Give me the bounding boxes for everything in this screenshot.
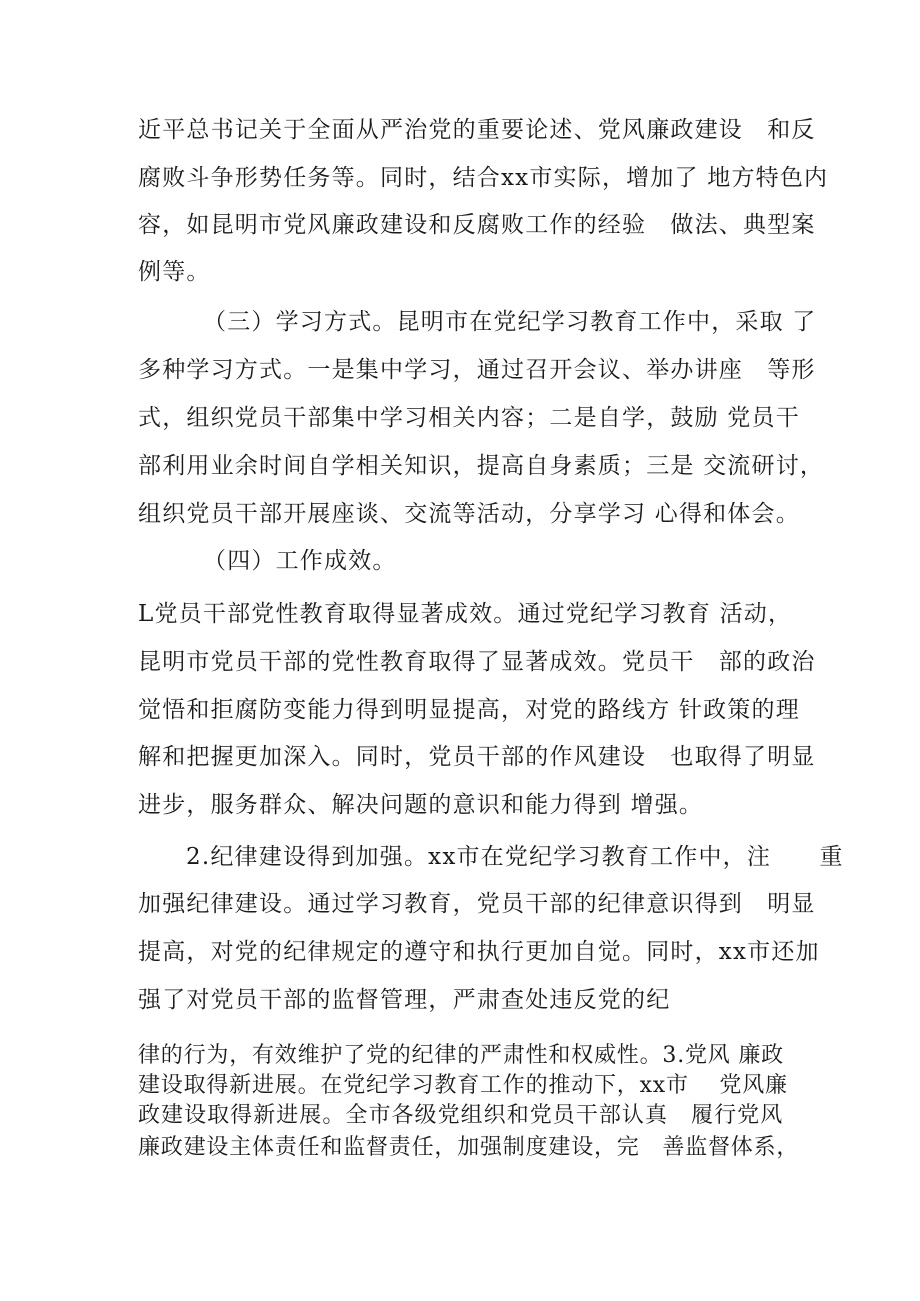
paragraph-line: 解和把握更加深入。同时，党员干部的作风建设 也取得了明显 <box>138 744 816 770</box>
section-heading: （四）工作成效。 <box>203 548 397 574</box>
paragraph-line: 容，如昆明市党风廉政建设和反腐败工作的经验 做法、典型案 <box>138 212 816 238</box>
paragraph-line: 加强纪律建设。通过学习教育，党员干部的纪律意识得到 明显 <box>138 891 816 917</box>
paragraph-line: 2.纪律建设得到加强。xx市在党纪学习教育工作中，注 重 <box>186 844 844 870</box>
paragraph-line: 昆明市党员干部的党性教育取得了显著成效。党员干 部的政治 <box>138 649 816 675</box>
paragraph-line: L党员干部党性教育取得显著成效。通过党纪学习教育 活动， <box>138 601 793 627</box>
paragraph-line: 政建设取得新进展。全市各级党组织和党员干部认真 履行党风 <box>138 1103 783 1128</box>
paragraph-line: 强了对党员干部的监督管理，严肃查处违反党的纪 <box>138 987 671 1013</box>
paragraph-line: 例等。 <box>138 259 211 285</box>
paragraph-line: 进步，服务群众、解决问题的意识和能力得到 增强。 <box>138 792 704 818</box>
paragraph-line: 廉政建设主体责任和监督责任，加强制度建设，完 善监督体系， <box>138 1135 800 1160</box>
paragraph-line: 建设取得新进展。在党纪学习教育工作的推动下，xx市 党风廉 <box>138 1073 788 1098</box>
section-heading-line: （三）学习方式。昆明市在党纪学习教育工作中，采取 了 <box>203 309 817 335</box>
paragraph-line: 式，组织党员干部集中学习相关内容；二是自学，鼓励 党员干 <box>138 405 800 431</box>
paragraph-line: 组织党员干部开展座谈、交流等活动，分享学习 心得和体会。 <box>138 501 800 527</box>
paragraph-line: 近平总书记关于全面从严治党的重要论述、党风廉政建设 和反 <box>138 117 816 143</box>
paragraph-line: 觉悟和拒腐防变能力得到明显提高，对党的路线方 针政策的理 <box>138 697 800 723</box>
paragraph-line: 提高，对党的纪律规定的遵守和执行更加自觉。同时，xx市还加 <box>138 939 820 965</box>
paragraph-line: 部利用业余时间自学相关知识，提高自身素质；三是 交流研讨， <box>138 453 825 479</box>
paragraph-line: 腐败斗争形势任务等。同时，结合xx市实际，增加了 地方特色内 <box>138 165 829 191</box>
paragraph-line: 律的行为，有效维护了党的纪律的严肃性和权威性。3.党风 廉政 <box>138 1043 784 1068</box>
paragraph-line: 多种学习方式。一是集中学习，通过召开会议、举办讲座 等形 <box>138 357 816 383</box>
